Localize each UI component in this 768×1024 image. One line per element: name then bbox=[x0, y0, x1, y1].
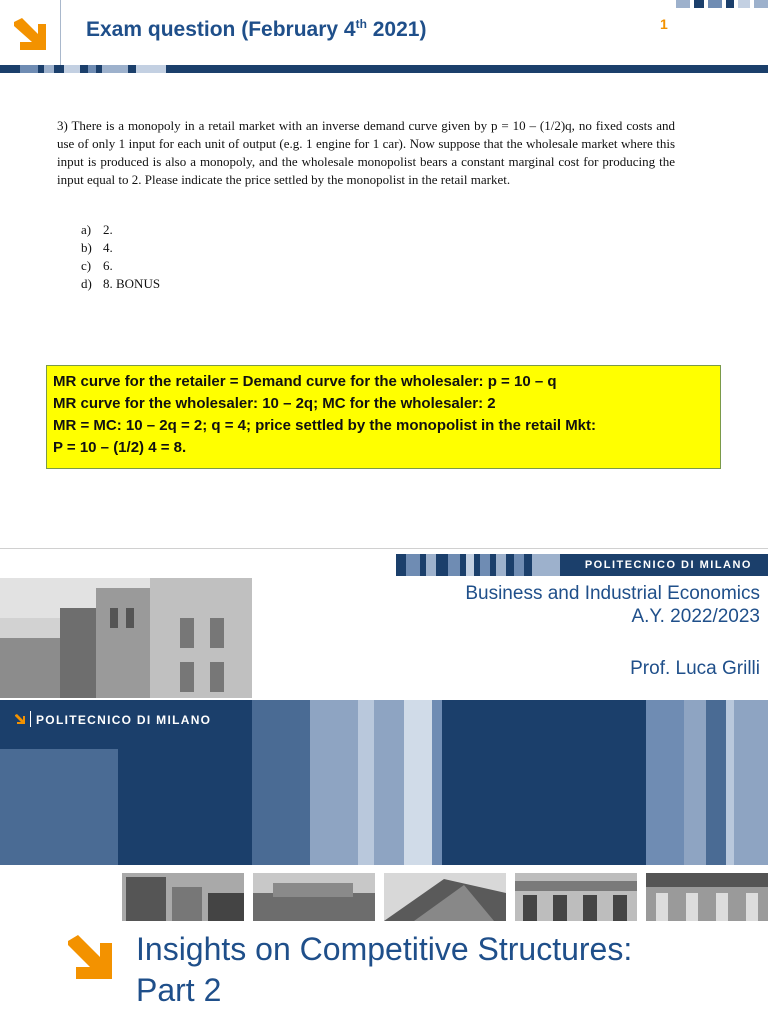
header-strip-decoration bbox=[676, 0, 768, 8]
university-logo-text: POLITECNICO DI MILANO bbox=[36, 713, 212, 727]
cover-slide bbox=[0, 548, 768, 1024]
campus-photo bbox=[646, 873, 768, 921]
campus-photo bbox=[122, 873, 244, 921]
question-text: 3) There is a monopoly in a retail market with an inverse demand curve given by p = 10 – (1/2)q, no fixed costs and use of only 1 input for each unit of output (e.g. 1 engine for 1 car). Now suppose that the wholesale market where this input is produced is also a monopoly, and the wholesale monopolist bears a constant marginal cost for producing the input equal to 2. Please indicate the price settled by the monopolist in the retail market. bbox=[57, 118, 675, 187]
solution-line: P = 10 – (1/2) 4 = 8. bbox=[53, 439, 187, 456]
brand-band bbox=[0, 700, 768, 865]
arrow-logo-icon bbox=[14, 713, 26, 725]
header-divider bbox=[60, 0, 61, 66]
header-band bbox=[0, 65, 768, 73]
course-title: Business and Industrial Economics bbox=[465, 583, 760, 604]
answer-options bbox=[81, 221, 160, 293]
lecture-title bbox=[136, 929, 756, 1011]
option-a: a) 2. bbox=[81, 222, 113, 237]
professor-name: Prof. Luca Grilli bbox=[630, 658, 760, 679]
page-number: 1 bbox=[660, 16, 668, 32]
university-name: POLITECNICO DI MILANO bbox=[584, 559, 752, 571]
lecture-title-line: Insights on Competitive Structures: bbox=[136, 931, 633, 967]
arrow-logo-icon bbox=[66, 933, 114, 981]
university-topbar bbox=[396, 554, 768, 576]
solution-box bbox=[46, 365, 721, 469]
solution-line: MR curve for the retailer = Demand curve for the wholesaler: p = 10 – q bbox=[53, 373, 557, 390]
solution-line: MR = MC: 10 – 2q = 2; q = 4; price settled by the monopolist in the retail Mkt: bbox=[53, 417, 597, 434]
campus-photo bbox=[253, 873, 375, 921]
option-c: c) 6. bbox=[81, 258, 113, 273]
photo-strip bbox=[122, 873, 768, 921]
option-d: d) 8. BONUS bbox=[81, 276, 161, 291]
slide-title: Exam question (February 4th 2021) bbox=[86, 17, 427, 41]
campus-photo bbox=[384, 873, 506, 921]
option-b: b) 4. bbox=[81, 240, 113, 255]
arrow-logo-icon bbox=[12, 16, 48, 52]
academic-year: A.Y. 2022/2023 bbox=[631, 606, 760, 627]
solution-line: MR curve for the wholesaler: 10 – 2q; MC for the wholesaler: 2 bbox=[53, 395, 496, 412]
campus-photo bbox=[515, 873, 637, 921]
university-building-photo bbox=[0, 578, 252, 698]
lecture-title-line: Part 2 bbox=[136, 972, 222, 1008]
logo-divider bbox=[30, 711, 31, 727]
